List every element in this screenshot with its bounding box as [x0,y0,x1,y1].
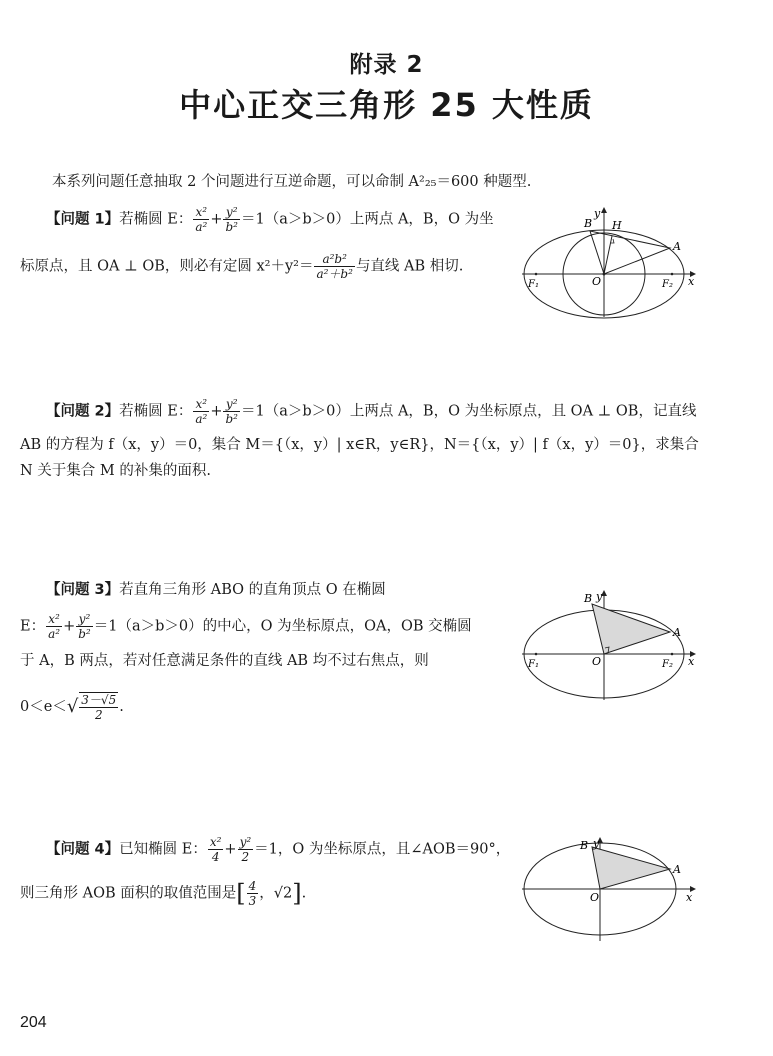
fig3-label-x: x [686,891,693,904]
page-title: 中心正交三角形 25 大性质 [179,86,594,124]
problem-1-text-pre: 若椭圆 E： [119,211,193,228]
problem-1-line2-pre: 标原点，且 OA ⊥ OB，则必有定圆 x²＋y²＝ [20,258,314,275]
figure-2-ellipse-triangle [520,588,710,703]
fig1-label-O: O [592,275,602,288]
plus-sign: + [224,841,237,858]
appendix-label: 附录 2 [349,52,424,78]
page-number: 204 [20,1014,47,1031]
plus-sign: + [210,403,223,420]
problem-4-line-1 [46,835,510,864]
problem-1-line-2 [20,252,463,281]
fig2-label-x: x [688,655,695,668]
figure-3-ellipse-triangle [520,835,710,945]
fig1-label-F2: F₂ [662,279,673,290]
fig2-label-O: O [592,655,602,668]
fraction: $\frac{\text{a²b²}}{\text{a²＋b²}}$ [316,252,353,281]
figure-1-ellipse-circle [520,205,710,320]
problem-4-line-2 [20,879,306,908]
problem-1-text-post: ＝1（a＞b＞0）上两点 A，B，O 为坐 [240,211,494,228]
fraction: $\frac{\text{y²}}{\text{b²}}$ [225,397,238,426]
problem-4-text-pre: 已知椭圆 E： [119,841,207,858]
problem-4-line2-pre: 则三角形 AOB 面积的取值范围是 [20,885,237,902]
fraction: $\frac{\text{x²}}{\text{a²}}$ [195,397,208,426]
problem-4-text-post: ＝1，O 为坐标原点，且∠AOB＝90°， [254,841,511,858]
problem-3-line2-post: ＝1（a＞b＞0）的中心，O 为坐标原点，OA，OB 交椭圆 [93,618,472,635]
fig2-label-F1: F₁ [528,659,539,670]
intro-text: 本系列问题任意抽取 2 个问题进行互逆命题，可以命制 A²₂₅＝600 种题型. [52,174,532,190]
fraction: $\frac{\text{y²}}{2}$ [239,835,252,864]
problem-2-text-post: ＝1（a＞b＞0）上两点 A，B，O 为坐标原点，且 OA ⊥ OB，记直线 [240,403,697,420]
fig1-label-x: x [688,275,695,288]
fig1-label-A: A [673,240,681,253]
problem-1-label: 【问题 1】 [46,211,120,228]
problem-4-label: 【问题 4】 [46,841,120,858]
bracket-right: ] [292,879,302,908]
fig1-label-B: B [584,217,593,230]
problem-3-line-4 [20,692,124,722]
sqrt-fraction: $\frac{3-√5}{2}$ [81,693,117,722]
plus-sign: + [210,211,223,228]
fraction: $\frac{\text{x²}}{\text{a²}}$ [48,612,61,641]
problem-3-ineq-post: . [119,699,124,715]
problem-2-line-1 [46,397,696,426]
problem-2-line-3: N 关于集合 M 的补集的面积. [20,463,211,479]
fig3-label-A: A [673,863,681,876]
problem-3-label: 【问题 3】 [46,582,120,598]
problem-2-line-2: AB 的方程为 f（x，y）＝0，集合 M＝{（x，y）| x∈R，y∈R}，N＝{（x，y）| f（x，y）＝0}，求集合 [20,437,699,453]
problem-3-line2-pre: E： [20,618,46,635]
fraction: $\frac{4}{3}$ [248,879,257,908]
fraction: $\frac{\text{x²}}{\text{a²}}$ [195,205,208,234]
fig3-label-y: y [593,837,600,850]
fraction: $\frac{\text{x²}}{4}$ [209,835,222,864]
fraction: $\frac{\text{y²}}{\text{b²}}$ [78,612,91,641]
problem-3-line-1 [46,580,386,600]
problem-1-line-1 [46,205,494,234]
range-upper: ，√2 [259,885,293,902]
problem-3-line-2 [20,612,472,641]
fraction: $\frac{\text{y²}}{\text{b²}}$ [225,205,238,234]
problem-2-text-pre: 若椭圆 E： [119,403,193,420]
problem-2-label: 【问题 2】 [46,403,120,420]
fig2-label-A: A [673,626,681,639]
problem-3-ineq-pre: 0＜e＜ [20,699,67,715]
problem-4-line2-post: . [301,885,307,902]
fig2-label-F2: F₂ [662,659,673,670]
problem-1-line2-post: 与直线 AB 相切. [355,258,464,275]
fig2-label-B: B [584,592,593,605]
fig1-label-y: y [594,207,601,220]
fig1-label-H: H [612,219,622,232]
problem-3-text: 若直角三角形 ABO 的直角顶点 O 在椭圆 [119,582,386,598]
sqrt-sign: √ [66,696,79,717]
fig3-label-B: B [580,839,589,852]
plus-sign: + [63,618,76,635]
problem-3-line-3: 于 A，B 两点，若对任意满足条件的直线 AB 均不过右焦点，则 [20,653,429,669]
bracket-left: [ [236,879,246,908]
fig3-label-O: O [590,891,600,904]
fig1-label-F1: F₁ [528,279,539,290]
fig2-label-y: y [596,590,603,603]
